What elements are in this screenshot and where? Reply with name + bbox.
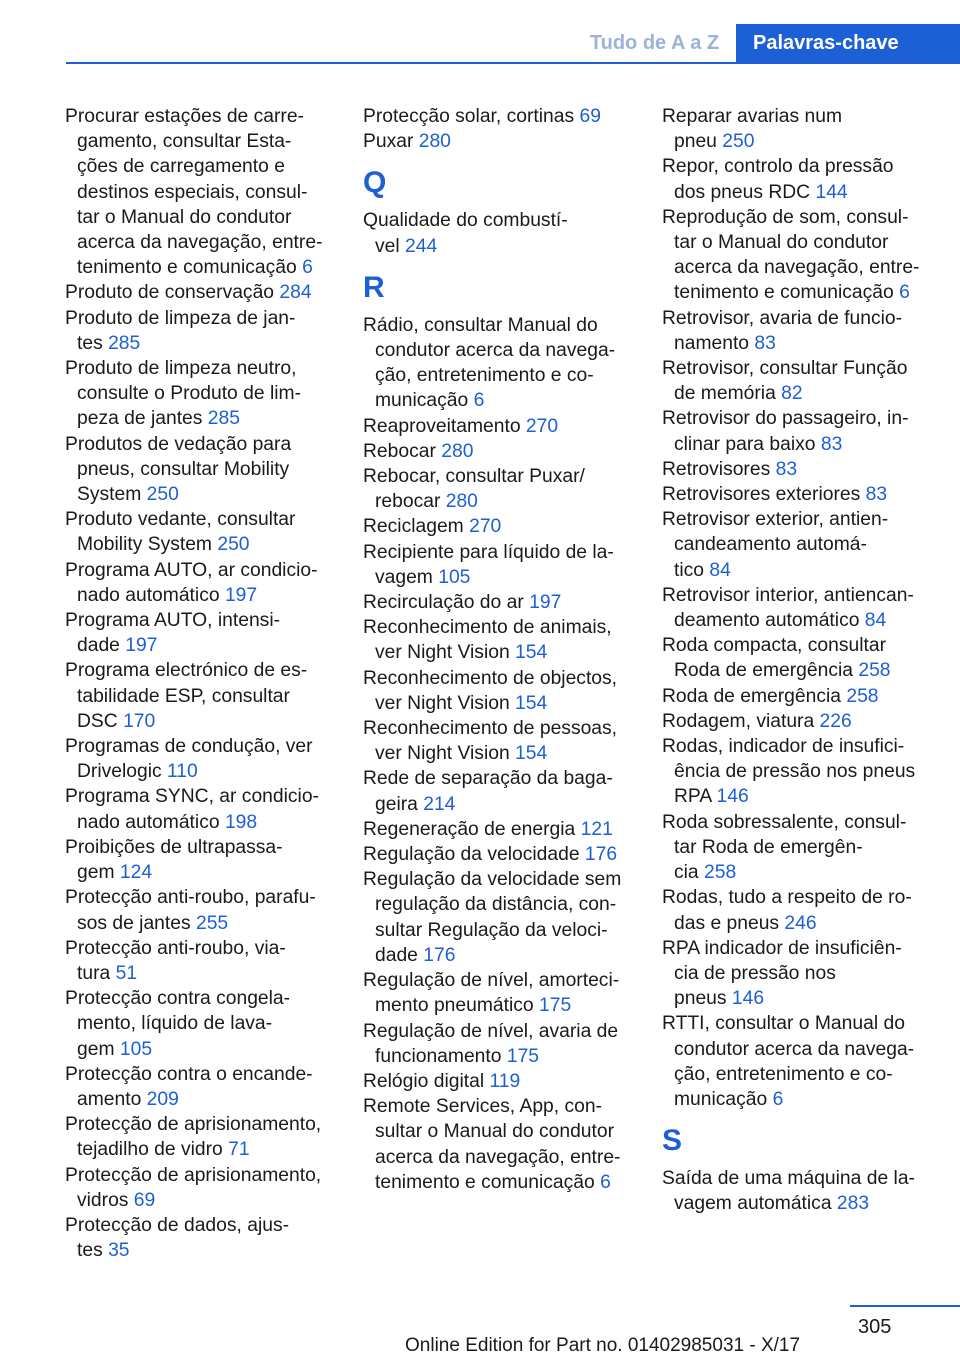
page-link[interactable]: 83 xyxy=(820,433,843,455)
page-link[interactable]: 35 xyxy=(108,1240,130,1262)
entry-text: geira xyxy=(375,793,424,815)
entry-text: tes xyxy=(77,1240,109,1262)
index-entry xyxy=(662,936,938,1012)
entry-text: pneu xyxy=(674,131,723,153)
page-link[interactable]: 197 xyxy=(224,584,258,606)
entry-text: Produto vedante, consultar xyxy=(65,509,296,531)
entry-text: Rodas, indicador de insufici- xyxy=(662,736,905,758)
index-entry xyxy=(363,514,635,539)
page-link[interactable]: 71 xyxy=(228,1139,250,1161)
index-entry xyxy=(662,356,938,406)
page-link[interactable]: 83 xyxy=(754,332,776,354)
page-link[interactable]: 283 xyxy=(836,1193,870,1215)
section-letter: R xyxy=(363,270,385,304)
entry-text: Roda de emergência xyxy=(674,660,859,682)
entry-text: candeamento automá- xyxy=(674,534,867,556)
entry-text: Regulação da velocidade sem xyxy=(363,869,622,891)
index-entry xyxy=(65,734,337,784)
entry-text: Protecção contra congela- xyxy=(65,988,291,1010)
page-link[interactable]: 258 xyxy=(858,660,891,682)
entry-text: de memória xyxy=(674,383,782,405)
entry-text: Regulação de nível, avaria de xyxy=(363,1020,619,1042)
entry-text: Procurar estações de carre- xyxy=(65,106,304,127)
entry-text: Reconhecimento de objectos, xyxy=(363,667,618,689)
entry-text: Drivelogic xyxy=(77,761,168,783)
entry-text: ência de pressão nos pneus xyxy=(674,761,916,783)
entry-text: sos de jantes xyxy=(77,912,196,934)
page-link[interactable]: 284 xyxy=(279,282,312,304)
entry-text: Roda de emergência xyxy=(662,685,847,707)
entry-text: amento xyxy=(77,1088,147,1110)
index-entry xyxy=(363,464,635,514)
footer-divider xyxy=(850,1305,960,1307)
entry-text: Retrovisores exteriores xyxy=(662,484,866,506)
entry-text: Proibições de ultrapassa- xyxy=(65,836,283,858)
index-column-3 xyxy=(662,104,938,1217)
entry-text: Qualidade do combustí- xyxy=(363,210,568,232)
page-link[interactable]: 197 xyxy=(529,592,562,614)
entry-text: Recirculação do ar xyxy=(363,592,530,614)
entry-text: ção, entretenimento e co- xyxy=(674,1063,893,1085)
page-link[interactable]: 82 xyxy=(781,383,803,405)
index-entry xyxy=(363,590,635,615)
entry-text: Produtos de vedação para xyxy=(65,433,292,455)
index-entry xyxy=(363,867,635,968)
entry-text: DSC xyxy=(77,710,124,732)
entry-text: Programa AUTO, intensi- xyxy=(65,610,281,632)
page-link[interactable]: 176 xyxy=(584,844,618,866)
page-link[interactable]: 285 xyxy=(207,408,240,430)
index-entry xyxy=(363,1019,635,1069)
entry-text: tenimento e comunicação xyxy=(674,282,900,304)
entry-text: regulação da distância, con- xyxy=(375,894,617,916)
page-link[interactable]: 6 xyxy=(772,1088,784,1110)
page-link[interactable]: 280 xyxy=(441,440,474,462)
entry-text: ver Night Vision xyxy=(375,692,516,714)
entry-text: Reaproveitamento xyxy=(363,415,526,437)
index-entry xyxy=(363,842,635,867)
index-entry xyxy=(363,208,635,258)
entry-text: dade xyxy=(77,635,126,657)
entry-text: vel xyxy=(375,235,406,257)
entry-text: vagem automática xyxy=(674,1193,837,1215)
entry-text: Retrovisor, consultar Função xyxy=(662,358,908,380)
index-entry xyxy=(65,1213,337,1263)
page-link[interactable]: 170 xyxy=(123,710,156,732)
page-link[interactable]: 209 xyxy=(146,1088,179,1110)
index-entry xyxy=(662,885,938,935)
entry-text: Mobility System xyxy=(77,534,218,556)
entry-text: ção, entretenimento e co- xyxy=(375,365,594,387)
entry-text: clinar para baixo xyxy=(674,433,821,455)
entry-text: Reconhecimento de animais, xyxy=(363,617,612,639)
page-link[interactable]: 244 xyxy=(405,235,438,257)
page-link[interactable]: 270 xyxy=(469,516,502,538)
entry-text: RPA xyxy=(674,786,717,808)
entry-text: gem xyxy=(77,1038,120,1060)
page-link[interactable]: 198 xyxy=(224,811,258,833)
page-link[interactable]: 105 xyxy=(438,566,471,588)
entry-text: Rádio, consultar Manual do xyxy=(363,314,598,336)
page-link[interactable]: 250 xyxy=(217,534,250,556)
index-entry xyxy=(363,1069,635,1094)
index-entry xyxy=(363,766,635,816)
entry-text: das e pneus xyxy=(674,912,785,934)
entry-text: ver Night Vision xyxy=(375,743,516,765)
index-entry xyxy=(65,104,337,280)
entry-text: condutor acerca da navega- xyxy=(674,1038,915,1060)
entry-text: consulte o Produto de lim- xyxy=(77,383,301,405)
index-entry xyxy=(65,658,337,734)
index-entry xyxy=(662,684,938,709)
page-link[interactable]: 69 xyxy=(133,1189,156,1211)
page-link[interactable]: 121 xyxy=(580,818,613,840)
index-entry xyxy=(65,936,337,986)
entry-text: Rebocar xyxy=(363,440,442,462)
index-entry xyxy=(65,1112,337,1162)
index-entry xyxy=(65,784,337,834)
entry-text: Roda sobressalente, consul- xyxy=(662,811,907,833)
header-divider xyxy=(66,62,960,64)
entry-text: Retrovisor do passageiro, in- xyxy=(662,408,909,430)
index-entry xyxy=(662,1166,938,1216)
entry-text: Reciclagem xyxy=(363,516,470,538)
entry-text: tar Roda de emergên- xyxy=(674,836,863,858)
entry-text: namento xyxy=(674,332,755,354)
page-link[interactable]: 258 xyxy=(846,685,879,707)
index-entry xyxy=(662,810,938,886)
index-entry xyxy=(65,558,337,608)
entry-text: pneus xyxy=(674,988,732,1010)
page-link[interactable]: 258 xyxy=(704,862,737,884)
index-entry xyxy=(65,356,337,432)
page-link[interactable]: 280 xyxy=(445,491,478,513)
index-entry xyxy=(363,129,635,154)
index-entry xyxy=(662,457,938,482)
index-entry xyxy=(65,608,337,658)
page-link[interactable]: 175 xyxy=(506,1045,540,1067)
entry-text: tar o Manual do condutor xyxy=(674,232,889,254)
entry-text: Retrovisor, avaria de funcio- xyxy=(662,307,903,329)
entry-text: mento, líquido de lava- xyxy=(77,1013,273,1035)
page-link[interactable]: 246 xyxy=(784,912,817,934)
entry-text: Regulação da velocidade xyxy=(363,844,585,866)
page-link[interactable]: 84 xyxy=(709,559,731,581)
entry-text: nado automático xyxy=(77,584,225,606)
entry-text: dos pneus RDC xyxy=(674,181,816,203)
page-link[interactable]: 51 xyxy=(115,962,138,984)
index-entry xyxy=(65,835,337,885)
entry-text: Relógio digital xyxy=(363,1070,490,1092)
page-link[interactable]: 105 xyxy=(119,1038,153,1060)
entry-text: Programa AUTO, ar condicio- xyxy=(65,559,318,581)
index-entry xyxy=(65,507,337,557)
page-link[interactable]: 175 xyxy=(539,995,572,1017)
index-entry xyxy=(363,313,635,414)
index-entry xyxy=(662,709,938,734)
index-entry xyxy=(363,414,635,439)
entry-text: Rodas, tudo a respeito de ro- xyxy=(662,887,912,909)
entry-text: destinos especiais, consul- xyxy=(77,181,308,203)
index-entry xyxy=(662,154,938,204)
page-link[interactable]: 6 xyxy=(302,257,313,279)
entry-text: deamento automático xyxy=(674,610,865,632)
index-entry xyxy=(662,583,938,633)
index-entry xyxy=(363,104,635,129)
entry-text: gamento, consultar Esta- xyxy=(77,131,292,153)
page-link[interactable]: 124 xyxy=(119,862,153,884)
entry-text: Saída de uma máquina de la- xyxy=(662,1168,915,1190)
entry-text: acerca da navegação, entre- xyxy=(375,1146,621,1168)
entry-text: municação xyxy=(674,1088,773,1110)
page-link[interactable]: 154 xyxy=(515,642,548,664)
tab-section-title[interactable]: Tudo de A a Z xyxy=(589,31,720,54)
entry-text: Retrovisores xyxy=(662,458,776,480)
index-entry xyxy=(662,507,938,583)
entry-text: pneus, consultar Mobility xyxy=(77,458,290,480)
page-link[interactable]: 146 xyxy=(716,786,749,808)
index-entry xyxy=(65,885,337,935)
page-link[interactable]: 214 xyxy=(423,793,456,815)
entry-text: Produto de limpeza neutro, xyxy=(65,358,297,380)
page-link[interactable]: 83 xyxy=(865,484,888,506)
entry-text: ções de carregamento e xyxy=(77,156,285,178)
entry-text: vidros xyxy=(77,1189,134,1211)
page-link[interactable]: 197 xyxy=(125,635,158,657)
entry-text: Produto de limpeza de jan- xyxy=(65,307,296,329)
entry-text: tico xyxy=(674,559,710,581)
entry-text: Regulação de nível, amorteci- xyxy=(363,970,620,992)
entry-text: cia xyxy=(674,862,705,884)
entry-text: municação xyxy=(375,390,474,412)
entry-text: Protecção contra o encande- xyxy=(65,1063,313,1085)
entry-text: ver Night Vision xyxy=(375,642,516,664)
index-entry xyxy=(363,968,635,1018)
page-link[interactable]: 69 xyxy=(579,106,601,127)
entry-text: cia de pressão nos xyxy=(674,962,836,984)
index-entry xyxy=(363,540,635,590)
entry-text: condutor acerca da navega- xyxy=(375,340,616,362)
page-link[interactable]: 110 xyxy=(167,761,198,783)
entry-text: Recipiente para líquido de la- xyxy=(363,541,614,563)
entry-text: Protecção de aprisionamento, xyxy=(65,1114,322,1136)
page-link[interactable]: 154 xyxy=(515,743,548,765)
entry-text: sultar o Manual do condutor xyxy=(375,1121,615,1143)
tab-keywords[interactable]: Palavras-chave xyxy=(736,24,960,62)
entry-text: funcionamento xyxy=(375,1045,507,1067)
section-letter: Q xyxy=(363,166,387,200)
entry-text: mento pneumático xyxy=(375,995,539,1017)
entry-text: vagem xyxy=(375,566,439,588)
page-link[interactable]: 84 xyxy=(864,610,887,632)
page-link[interactable]: 6 xyxy=(899,282,910,304)
page-number: 305 xyxy=(858,1316,892,1338)
entry-text: Remote Services, App, con- xyxy=(363,1096,602,1118)
page-link[interactable]: 255 xyxy=(195,912,229,934)
index-entry xyxy=(363,666,635,716)
entry-text: Protecção de aprisionamento, xyxy=(65,1164,322,1186)
section-letter: S xyxy=(662,1124,683,1158)
index-entry xyxy=(65,986,337,1062)
entry-text: Repor, controlo da pressão xyxy=(662,156,894,178)
entry-text: tar o Manual do condutor xyxy=(77,206,292,228)
entry-text: Retrovisor exterior, antien- xyxy=(662,509,889,531)
entry-text: Puxar xyxy=(363,131,419,153)
index-entry xyxy=(363,716,635,766)
index-column-2 xyxy=(363,104,635,1195)
page-link[interactable]: 6 xyxy=(600,1171,611,1193)
index-entry xyxy=(662,205,938,306)
entry-text: Rede de separação da baga- xyxy=(363,768,613,790)
entry-text: peza de jantes xyxy=(77,408,208,430)
entry-text: nado automático xyxy=(77,811,225,833)
page-link[interactable]: 83 xyxy=(775,458,798,480)
index-entry xyxy=(65,280,337,305)
page-link[interactable]: 250 xyxy=(146,484,179,506)
entry-text: acerca da navegação, entre- xyxy=(77,232,323,254)
entry-text: Programa SYNC, ar condicio- xyxy=(65,786,319,808)
index-entry xyxy=(65,1163,337,1213)
page-link[interactable]: 6 xyxy=(473,390,485,412)
index-column-1 xyxy=(65,104,337,1263)
entry-text: Regeneração de energia xyxy=(363,818,581,840)
index-entry xyxy=(65,432,337,508)
index-entry xyxy=(65,1062,337,1112)
entry-text: System xyxy=(77,484,147,506)
page-link[interactable]: 285 xyxy=(108,332,141,354)
page-link[interactable]: 144 xyxy=(815,181,848,203)
index-entry xyxy=(65,306,337,356)
page-header xyxy=(0,0,960,62)
entry-text: tabilidade ESP, consultar xyxy=(77,685,290,707)
index-entry xyxy=(363,817,635,842)
page-link[interactable]: 250 xyxy=(722,131,755,153)
index-entry xyxy=(363,1094,635,1195)
entry-text: RTTI, consultar o Manual do xyxy=(662,1013,905,1035)
entry-text: rebocar xyxy=(375,491,446,513)
index-entry xyxy=(363,615,635,665)
entry-text: Programa electrónico de es- xyxy=(65,660,308,682)
entry-text: Reparar avarias num xyxy=(662,106,843,127)
page-link[interactable]: 176 xyxy=(423,944,456,966)
entry-text: RPA indicador de insuficiên- xyxy=(662,937,902,959)
index-entry xyxy=(662,104,938,154)
page-link[interactable]: 154 xyxy=(515,692,548,714)
index-entry xyxy=(662,1011,938,1112)
entry-text: Reprodução de som, consul- xyxy=(662,206,909,228)
index-entry xyxy=(363,439,635,464)
page-link[interactable]: 146 xyxy=(731,988,765,1010)
index-entry xyxy=(662,482,938,507)
entry-text: Protecção anti-roubo, via- xyxy=(65,937,286,959)
entry-text: Rebocar, consultar Puxar/ xyxy=(363,466,585,488)
entry-text: acerca da navegação, entre- xyxy=(674,257,920,279)
page-link[interactable]: 270 xyxy=(525,415,559,437)
entry-text: tenimento e comunicação xyxy=(77,257,303,279)
index-entry xyxy=(662,633,938,683)
entry-text: Protecção anti-roubo, parafu- xyxy=(65,887,316,909)
page-link[interactable]: 280 xyxy=(418,131,451,153)
entry-text: gem xyxy=(77,862,120,884)
index-entry xyxy=(662,306,938,356)
entry-text: tura xyxy=(77,962,116,984)
entry-text: Rodagem, viatura xyxy=(662,710,820,732)
entry-text: Roda compacta, consultar xyxy=(662,635,886,657)
entry-text: tejadilho de vidro xyxy=(77,1139,229,1161)
edition-footer: Online Edition for Part no. 01402985031 - X/17 xyxy=(405,1335,801,1356)
index-entry xyxy=(662,734,938,810)
entry-text: Reconhecimento de pessoas, xyxy=(363,718,618,740)
entry-text: Protecção de dados, ajus- xyxy=(65,1214,290,1236)
entry-text: Produto de conservação xyxy=(65,282,280,304)
page-link[interactable]: 119 xyxy=(489,1070,521,1092)
index-entry xyxy=(662,406,938,456)
entry-text: tenimento e comunicação xyxy=(375,1171,601,1193)
entry-text: Programas de condução, ver xyxy=(65,736,313,758)
page-link[interactable]: 226 xyxy=(819,710,852,732)
entry-text: dade xyxy=(375,944,424,966)
entry-text: Retrovisor interior, antiencan- xyxy=(662,584,914,606)
entry-text: Protecção solar, cortinas xyxy=(363,106,580,127)
entry-text: tes xyxy=(77,332,109,354)
entry-text: sultar Regulação da veloci- xyxy=(375,919,608,941)
